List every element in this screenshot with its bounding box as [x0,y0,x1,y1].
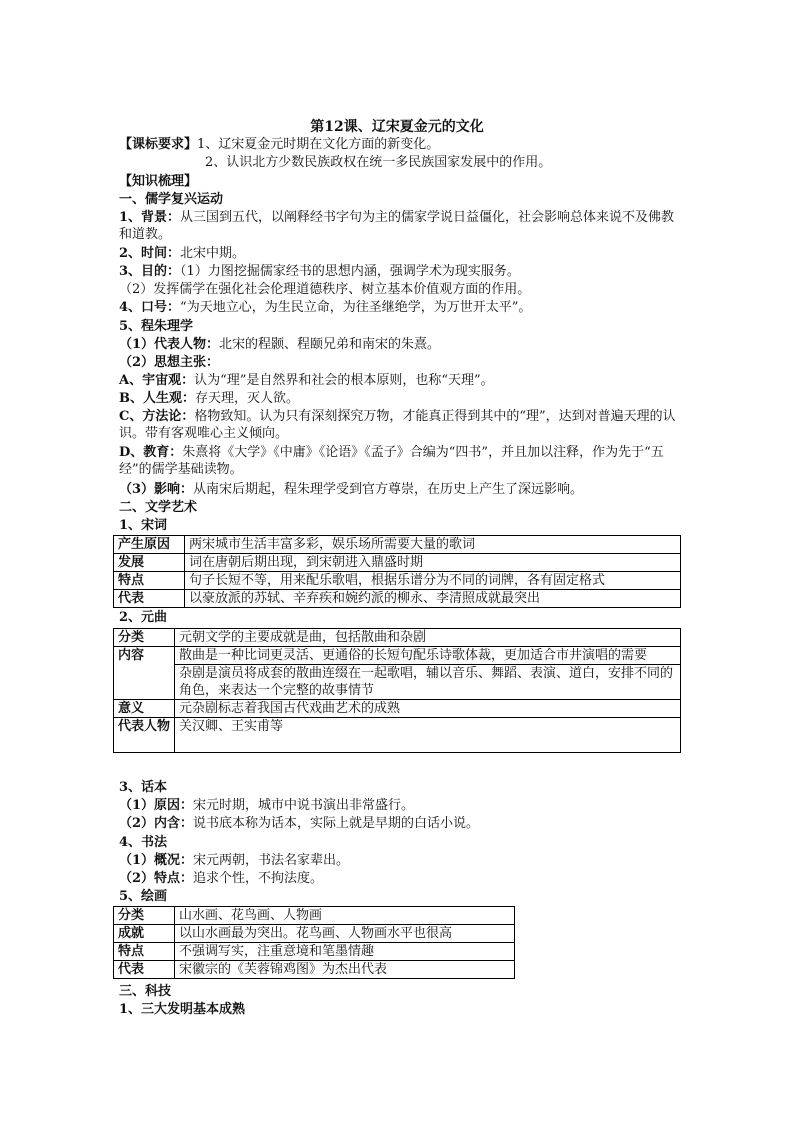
table-key-cell: 产生原因 [114,536,185,554]
shufa-heading: 4、书法 [119,835,168,850]
standards-item-2: 2、认识北方少数民族政权在统一多民族国家发展中的作用。 [205,155,552,170]
methodology-text: 格物致知。认为只有深刻探究万物，才能真正得到其中的“理”，达到对普遍天理的认识。带有客观唯心主义倾向。 [119,409,676,441]
table-row [114,718,681,753]
goal-line-2: （2）发挥儒学在强化社会伦理道德秩序、树立基本价值观方面的作用。 [119,282,531,297]
life-view-label: B、人生观： [119,391,195,406]
table-value-cell: 散曲是一种比词更灵活、更通俗的长短句配乐诗歌体裁，更加适合市井演唱的需要 [175,647,681,665]
standards-line-2 [205,154,771,171]
huihua-table [113,906,515,979]
table-row [114,572,681,590]
shufa-overview-line [119,852,685,869]
table-row [114,629,681,647]
slogan-text: “为天地立心，为生民立命，为往圣继绝学，为万世开太平”。 [180,300,532,315]
table-value-cell: 元朝文学的主要成就是曲，包括散曲和杂剧 [175,629,681,647]
huaben-heading: 3、话本 [119,780,168,795]
table-value-cell: 元杂剧标志着我国古代戏曲艺术的成熟 [175,700,681,718]
standards-label: 【课标要求】 [119,137,198,152]
time-line [119,245,685,262]
inventions-heading: 1、三大发明基本成熟 [119,1002,246,1017]
huihua-heading: 5、绘画 [119,889,168,904]
education-paragraph [119,444,685,478]
knowledge-label: 【知识梳理】 [119,174,198,189]
representatives-text: 北宋的程颢、程颐兄弟和南宋的朱熹。 [219,337,441,352]
time-text: 北宋中期。 [180,246,246,261]
huaben-reason-text: 宋元时期，城市中说书演出非常盛行。 [193,798,415,813]
table-value-cell: 山水画、花鸟画、人物画 [175,907,515,925]
ideas-label: （2）思想主张： [119,355,220,370]
table-value-cell: 不强调写实，注重意境和笔墨情趣 [175,943,515,961]
table-row [114,907,515,925]
table-row [114,647,681,665]
table-key-cell: 代表人物 [114,718,175,753]
huaben-content-text: 说书底本称为话本，实际上就是早期的白话小说。 [193,816,480,831]
table-value-cell: 句子长短不等，用来配乐歌唱，根据乐谱分为不同的词牌，各有固定格式 [185,572,681,590]
table-row [114,554,681,572]
shufa-overview-label: （1）概况： [119,853,194,868]
table-key-cell: 代表 [114,590,185,608]
section-1-heading: 一、儒学复兴运动 [119,192,224,207]
table-value-cell: 关汉卿、王实甫等 [175,718,681,753]
life-view-line [119,390,685,407]
influence-text: 从南宋后期起，程朱理学受到官方尊崇，在历史上产生了深远影响。 [193,482,584,497]
section-2-heading: 二、文学艺术 [119,500,198,515]
huaben-reason-label: （1）原因： [119,798,194,813]
shufa-feature-label: （2）特点： [119,871,194,886]
standards-line-1 [119,136,685,153]
huaben-content-line [119,815,685,832]
table-value-cell: 以豪放派的苏轼、辛弃疾和婉约派的柳永、李清照成就最突出 [185,590,681,608]
shufa-feature-text: 追求个性，不拘法度。 [193,871,324,886]
table-row [114,925,515,943]
background-text: 从三国到五代，以阐释经书字句为主的儒家学说日益僵化，社会影响总体来说不及佛教和道教。 [119,210,675,242]
table-value-cell: 以山水画最为突出。花鸟画、人物画水平也很高 [175,925,515,943]
methodology-label: C、方法论： [119,409,195,424]
table-row [114,665,681,700]
chengzhu-heading: 5、程朱理学 [119,319,194,334]
time-label: 2、时间： [119,246,181,261]
background-label: 1、背景： [119,210,181,225]
standards-item-1: 1、辽宋夏金元时期在文化方面的新变化。 [197,137,440,152]
table-key-cell: 意义 [114,700,175,718]
section-3-heading: 三、科技 [119,984,172,999]
table-value-cell: 词在唐朝后期出现，到宋朝进入鼎盛时期 [185,554,681,572]
table-key-cell: 代表 [114,961,175,979]
goal-line [119,263,685,280]
goal-label: 3、目的： [119,264,181,279]
life-view-text: 存天理，灭人欲。 [195,391,300,406]
shufa-feature-line [119,870,685,887]
cosmology-label: A、宇宙观： [119,373,195,388]
influence-label: （3）影响： [119,482,194,497]
cosmology-line [119,372,685,389]
table-row [114,536,681,554]
slogan-label: 4、口号： [119,300,181,315]
methodology-paragraph [119,408,685,442]
table-value-cell: 宋徽宗的《芙蓉锦鸡图》为杰出代表 [175,961,515,979]
table-key-cell: 成就 [114,925,175,943]
table-value-cell: 杂剧是演员将成套的散曲连缀在一起歌唱，辅以音乐、舞蹈、表演、道白，安排不同的角色，来表达一个完整的故事情节 [175,665,681,700]
table-key-cell: 分类 [114,629,175,647]
yuanqu-table [113,628,681,753]
representatives-line [119,336,685,353]
representatives-label: （1）代表人物： [119,337,220,352]
table-row [114,700,681,718]
table-key-cell: 分类 [114,907,175,925]
table-key-cell: 内容 [114,647,175,700]
table-row [114,943,515,961]
education-label: D、教育： [119,445,183,460]
goal-text: （1）力图挖掘儒家经书的思想内涵，强调学术为现实服务。 [180,264,520,279]
table-key-cell: 特点 [114,943,175,961]
table-value-cell: 两宋城市生活丰富多彩，娱乐场所需要大量的歌词 [185,536,681,554]
shufa-overview-text: 宋元两朝，书法名家辈出。 [193,853,350,868]
table-key-cell: 特点 [114,572,185,590]
education-text: 朱熹将《大学》《中庸》《论语》《孟子》合编为“四书”，并且加以注释，作为先于“五经”的儒学基础读物。 [119,445,664,477]
background-paragraph [119,209,685,243]
huaben-reason-line [119,797,685,814]
influence-line [119,481,685,498]
cosmology-text: 认为“理”是自然界和社会的根本原则，也称“天理”。 [194,373,494,388]
table-row [114,961,515,979]
huaben-content-label: （2）内含： [119,816,194,831]
songci-heading: 1、宋词 [119,518,168,533]
songci-table [113,535,681,608]
slogan-line [119,299,685,316]
table-key-cell: 发展 [114,554,185,572]
yuanqu-heading: 2、元曲 [119,610,168,625]
page-title: 第12课、辽宋夏金元的文化 [310,119,484,135]
table-row [114,590,681,608]
